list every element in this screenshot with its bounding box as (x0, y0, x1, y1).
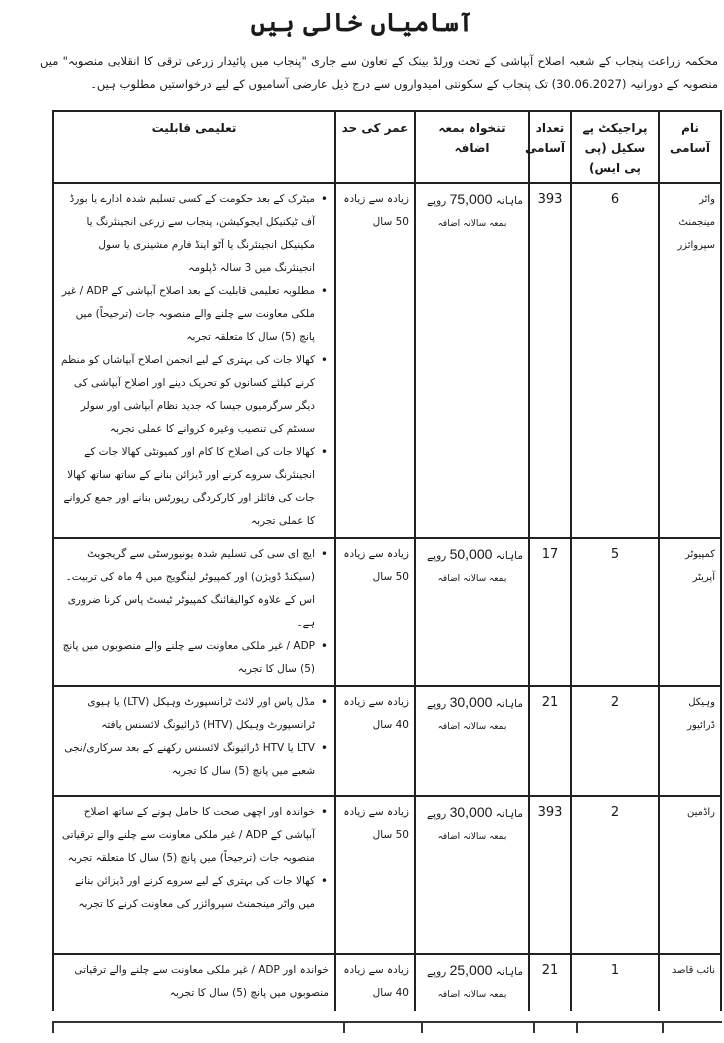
salary (415, 686, 529, 796)
salary-amount: 30,000 (449, 694, 493, 710)
table-divider (421, 1023, 533, 1033)
age-limit-label: زیادہ سے زیادہ (343, 806, 409, 818)
qualification-item: • میٹرک کے بعد حکومت کے کسی تسلیم شدہ ادارے یا بورڈ آف ٹیکنیکل ایجوکیشن، پنجاب سے زرعی انجینئرنگ یا مکینیکل انجینئرنگ یا آٹو اینڈ فارم مشینری یا سول انجینئرنگ میں 3 سالہ ڈپلومہ (59, 188, 315, 280)
header-salary: تنخواہ بمعہ اضافہ (415, 111, 529, 183)
qualification-item: • مطلوبہ تعلیمی قابلیت کے بعد اصلاح آبپاشی کے ADP / غیر ملکی معاونت سے چلنے والے منصوبہ جات (ترجیحاً) میں پانچ (5) سال کا متعلقہ تجربہ (59, 280, 315, 349)
age-limit-value: 40 سال (372, 987, 409, 999)
salary-amount: 30,000 (449, 804, 493, 820)
header-post-name: نام آسامی (659, 111, 721, 183)
age-limit-value: 50 سال (372, 571, 409, 583)
post-name: واٹر مینجمنٹ سپروائزر (659, 183, 721, 538)
qualification (53, 686, 335, 796)
age-limit (335, 954, 415, 1011)
table-divider (533, 1023, 575, 1033)
intro-paragraph (40, 50, 718, 96)
post-count: 393 (529, 183, 571, 538)
intro-text: محکمہ زراعت پنجاب کے شعبہ اصلاح آبپاشی کے تحت ورلڈ بینک کے تعاون سے جاری "پنجاب میں پائیدار زرعی ترقی کا انقلابی منصوبہ" میں منصوبہ کے دورانیہ (40, 54, 718, 91)
pay-scale: 2 (571, 686, 659, 796)
salary-increment-note: بمعہ سالانہ اضافہ (437, 574, 507, 584)
header-qualification: تعلیمی قابلیت (53, 111, 335, 183)
post-count: 17 (529, 538, 571, 686)
salary-unit: روپے (427, 808, 447, 820)
age-limit-value: 40 سال (372, 719, 409, 731)
salary-increment-note: بمعہ سالانہ اضافہ (437, 832, 507, 842)
header-post-count: تعداد آسامی (529, 111, 571, 183)
table-divider (662, 1023, 722, 1033)
qualification (53, 183, 335, 538)
salary-amount: 75,000 (449, 191, 493, 207)
age-limit (335, 538, 415, 686)
qualification (53, 538, 335, 686)
salary-increment-note: بمعہ سالانہ اضافہ (437, 722, 507, 732)
qualification-item: • کھالا جات کی بہتری کے لیے انجمن اصلاح آبپاشاں کو منظم کرنے کیلئے کسانوں کو تحریک دینے اور اصلاح آبپاشی کی دیگر سرگرمیوں جیسا کہ جدید نظام آبپاشی اور سولر سسٹم کی تنصیب وغیرہ کروانے کا عملی تجربہ (59, 349, 315, 441)
salary (415, 183, 529, 538)
vacancies-table (52, 110, 722, 1011)
age-limit-label: زیادہ سے زیادہ (343, 193, 409, 205)
salary-amount: 50,000 (449, 546, 493, 562)
qualification-item: • ADP / غیر ملکی معاونت سے چلنے والے منصوبوں میں پانچ (5) سال کا تجربہ (59, 635, 315, 681)
pay-scale: 5 (571, 538, 659, 686)
salary-unit: روپے (427, 966, 447, 978)
salary-unit: روپے (427, 550, 447, 562)
qualification-item: • LTV یا HTV ڈرائیونگ لائسنس رکھنے کے بعد سرکاری/نجی شعبے میں پانچ (5) سال کا تجربہ (59, 737, 315, 783)
header-pay-scale: پراجیکٹ پے سکیل (پی پی ایس) (571, 111, 659, 183)
post-name: نائب قاصد (659, 954, 721, 1011)
pay-scale: 1 (571, 954, 659, 1011)
salary-prefix: ماہانہ (495, 195, 523, 207)
post-name: راڈمین (659, 796, 721, 954)
qualification (53, 796, 335, 954)
salary-prefix: ماہانہ (495, 550, 523, 562)
intro-text-continued: تک پنجاب کے سکونتی امیدواروں سے درج ذیل عارضی آسامیوں کے لیے درخواستیں مطلوب ہیں۔ (90, 77, 549, 91)
page-title: آسامیاں خالی ہیں (250, 8, 474, 37)
post-name: وہیکل ڈرائیور (659, 686, 721, 796)
qualification-item: • ایچ ای سی کی تسلیم شدہ یونیورسٹی سے گریجویٹ (سیکنڈ ڈویژن) اور کمپیوٹر لینگویج میں 4 ماہ کی تربیت۔ اس کے علاوہ کوالیفائنگ کمپیوٹر ٹیسٹ پاس کرنا ضروری ہے۔ (59, 543, 315, 635)
salary (415, 538, 529, 686)
pay-scale: 2 (571, 796, 659, 954)
qualification (53, 954, 335, 1011)
salary-increment-note: بمعہ سالانہ اضافہ (437, 990, 507, 1000)
table-row (53, 183, 721, 538)
header-age-limit: عمر کی حد (335, 111, 415, 183)
next-page-table-edge (52, 1021, 722, 1043)
qualification-item: • کھالا جات کی بہتری کے لیے سروے کرنے اور ڈیزائن بنانے میں واٹر مینجمنٹ سپروائزر کی معاونت کرنے کا تجربہ (59, 870, 315, 916)
qualification-text: خواندہ اور ADP / غیر ملکی معاونت سے چلنے والے ترقیاتی منصوبوں میں پانچ (5) سال کا تجربہ (74, 964, 329, 999)
salary-prefix: ماہانہ (495, 966, 523, 978)
salary-prefix: ماہانہ (495, 698, 523, 710)
salary-amount: 25,000 (449, 962, 493, 978)
age-limit (335, 796, 415, 954)
age-limit-label: زیادہ سے زیادہ (343, 696, 409, 708)
age-limit-label: زیادہ سے زیادہ (343, 964, 409, 976)
table-row (53, 796, 721, 954)
salary-unit: روپے (427, 195, 447, 207)
table-header-row (53, 111, 721, 183)
age-limit (335, 183, 415, 538)
salary-prefix: ماہانہ (495, 808, 523, 820)
pay-scale: 6 (571, 183, 659, 538)
post-count: 393 (529, 796, 571, 954)
qualification-item: • خواندہ اور اچھی صحت کا حامل ہونے کے ساتھ اصلاح آبپاشی کے ADP / غیر ملکی معاونت سے چلنے والے ترقیاتی منصوبہ جات (ترجیحاً) میں پانچ (5) سال کا متعلقہ تجربہ (59, 801, 315, 870)
project-end-date: (30.06.2027) (551, 77, 627, 91)
age-limit-label: زیادہ سے زیادہ (343, 548, 409, 560)
table-divider (576, 1023, 662, 1033)
salary (415, 954, 529, 1011)
post-count: 21 (529, 954, 571, 1011)
qualification-item: • مڈل پاس اور لائٹ ٹرانسپورٹ وہیکل (LTV) یا ہیوی ٹرانسپورٹ وہیکل (HTV) ڈرائیونگ لائسنس یافتہ (59, 691, 315, 737)
salary-increment-note: بمعہ سالانہ اضافہ (437, 219, 507, 229)
age-limit (335, 686, 415, 796)
salary (415, 796, 529, 954)
age-limit-value: 50 سال (372, 829, 409, 841)
table-row (53, 954, 721, 1011)
table-row (53, 538, 721, 686)
age-limit-value: 50 سال (372, 216, 409, 228)
post-count: 21 (529, 686, 571, 796)
post-name: کمپیوٹر آپریٹر (659, 538, 721, 686)
salary-unit: روپے (427, 698, 447, 710)
table-row (53, 686, 721, 796)
qualification-item: • کھالا جات کی اصلاح کا کام اور کمیونٹی کھالا جات کے انجینئرنگ سروے کرنے اور ڈیزائن بنانے کے ساتھ ساتھ کھالا جات کی فائلز اور کارکردگی رپورٹس بنانے اور جمع کروانے کا عملی تجربہ (59, 441, 315, 533)
table-divider (343, 1023, 422, 1033)
table-divider (52, 1023, 343, 1033)
